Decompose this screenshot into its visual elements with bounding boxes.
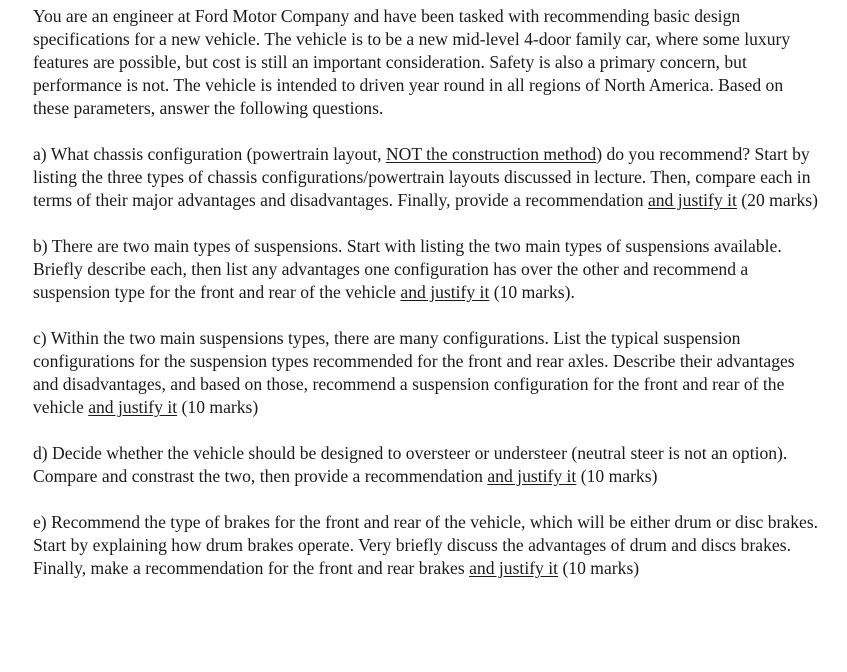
question-a-text-2: ) do you recommend? Start by listing the three types of chassis configurations/powertrain layouts discussed in lecture. Then, compare each in terms of their major advantages and disadvantages. Finally, provide a recommendation [33,144,811,210]
question-c-text-2: (10 marks) [177,397,259,417]
question-b [33,235,823,304]
question-c-text-1: c) Within the two main suspensions types, there are many configurations. List the typical suspension configurations for the suspension types recommended for the front and rear axles. Describe their advantages and disadvantages, and based on those, recommend a suspension configuration for the front and rear of the vehicle [33,328,795,417]
question-b-underline-1: and justify it [400,282,490,302]
document-body [33,5,823,603]
question-d [33,442,823,488]
question-c-underline-1: and justify it [88,397,178,417]
question-a-text-3: (20 marks) [736,190,819,210]
question-d-underline-1: and justify it [487,466,577,486]
question-e-underline-1: and justify it [469,558,559,578]
question-a-underline-1: NOT the construction method [385,144,597,164]
question-a-underline-2: and justify it [647,190,737,210]
question-b-text-1: b) There are two main types of suspensions. Start with listing the two main types of suspensions available. Briefly describe each, then list any advantages one configuration has over the other and recommend a suspension type for the front and rear of the vehicle [33,236,782,302]
question-e [33,511,823,580]
question-b-text-2: (10 marks). [489,282,575,302]
question-e-text-1: e) Recommend the type of brakes for the front and rear of the vehicle, which will be either drum or disc brakes. Start by explaining how drum brakes operate. Very briefly discuss the advantages of drum and discs brakes. Finally, make a recommendation for the front and rear brakes [33,512,819,578]
intro-paragraph: You are an engineer at Ford Motor Company and have been tasked with recommending basic design specifications for a new vehicle. The vehicle is to be a new mid-level 4-door family car, where some luxury features are possible, but cost is still an important consideration. Safety is also a primary concern, but performance is not. The vehicle is intended to driven year round in all regions of North America. Based on these parameters, answer the following questions. [33,6,791,118]
question-d-text-2: (10 marks) [576,466,658,486]
question-e-text-2: (10 marks) [558,558,640,578]
question-c [33,327,823,419]
question-a-text-1: a) What chassis configuration (powertrain layout, [33,144,386,164]
question-d-text-1: d) Decide whether the vehicle should be designed to oversteer or understeer (neutral steer is not an option). Compare and constrast the two, then provide a recommendation [33,443,788,486]
question-a [33,143,823,212]
